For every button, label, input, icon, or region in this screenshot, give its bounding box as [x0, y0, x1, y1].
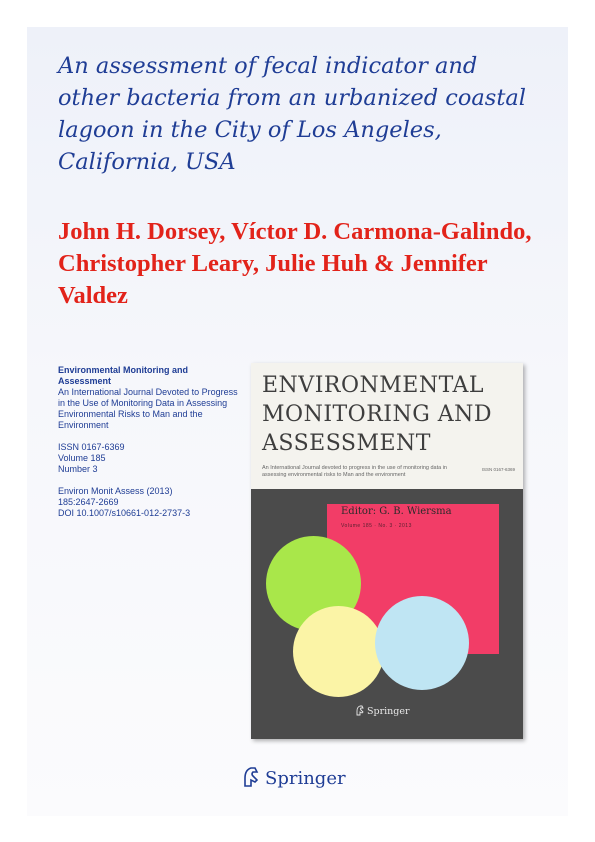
journal-issn: ISSN 0167-6369: [58, 442, 125, 452]
journal-info: [58, 365, 238, 519]
publisher-name: Springer: [265, 768, 346, 789]
journal-cover-image: [251, 363, 523, 739]
journal-name: Environmental Monitoring and Assessment: [58, 365, 188, 386]
citation-journal-year: Environ Monit Assess (2013): [58, 486, 173, 496]
cover-yellow-circle: [293, 606, 384, 697]
cover-blue-circle: [375, 596, 469, 690]
cover-subtitle: An International Journal devoted to progress in the use of monitoring data in assessing environmental risks to Man and the environment: [262, 465, 447, 478]
doi: DOI 10.1007/s10661-012-2737-3: [58, 508, 191, 518]
cover-publisher-logo: [355, 705, 410, 717]
article-title: An assessment of fecal indicator and other bacteria from an urbanized coastal lagoon in the City of Los Angeles, California, USA: [58, 53, 527, 175]
citation-pages: 185:2647-2669: [58, 497, 119, 507]
cover-editor: Editor: G. B. Wiersma: [341, 506, 452, 517]
journal-number: Number 3: [58, 464, 98, 474]
journal-description: An International Journal Devoted to Progress in the Use of Monitoring Data in Assessing Environmental Risks to Man and the Environment: [58, 387, 238, 430]
article-authors: John H. Dorsey, Víctor D. Carmona-Galindo, Christopher Leary, Julie Huh & Jennifer Valdez: [58, 218, 532, 309]
journal-volume: Volume 185: [58, 453, 106, 463]
springer-horse-icon: [355, 705, 365, 716]
cover-issn: ISSN 0167-6369: [481, 467, 515, 472]
cover-title: ENVIRONMENTAL MONITORING AND ASSESSMENT: [262, 373, 493, 456]
publisher-logo: [241, 766, 346, 789]
cover-publisher-name: Springer: [367, 706, 410, 717]
springer-horse-icon: [241, 766, 261, 788]
cover-volume-line: Volume 185 · No. 3 · 2013: [341, 523, 412, 529]
